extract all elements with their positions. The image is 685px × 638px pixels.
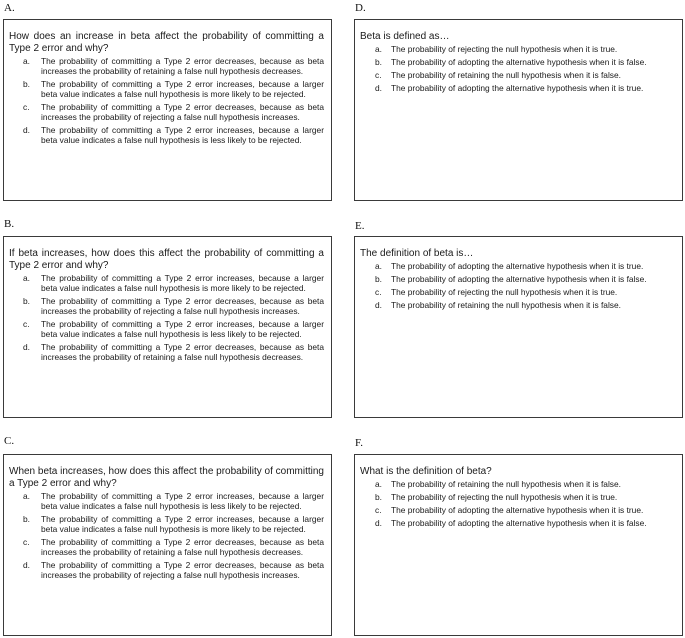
question-stem: The definition of beta is… xyxy=(360,248,474,259)
option-letter: d. xyxy=(375,83,382,94)
option-c[interactable] xyxy=(9,537,324,557)
option-c[interactable] xyxy=(9,102,324,122)
option-text: The probability of rejecting the null hypothesis when it is true. xyxy=(391,44,618,54)
option-b[interactable] xyxy=(360,57,677,67)
option-a[interactable] xyxy=(9,273,324,293)
question-stem: When beta increases, how does this affect the probability of committing a Type 2 error and why? xyxy=(9,466,324,489)
option-a[interactable] xyxy=(9,56,324,76)
option-text: The probability of adopting the alternative hypothesis when it is true. xyxy=(391,505,644,516)
option-d[interactable] xyxy=(360,300,677,310)
option-d[interactable] xyxy=(9,342,324,362)
option-text: The probability of committing a Type 2 error decreases, because as beta increases the probability of retaining a false null hypothesis decreases. xyxy=(41,537,324,558)
option-letter: d. xyxy=(375,300,382,311)
panel-b-question xyxy=(3,236,332,418)
option-d[interactable] xyxy=(9,560,324,580)
question-stem: How does an increase in beta affect the probability of committing a Type 2 error and why? xyxy=(9,31,324,54)
option-letter: b. xyxy=(375,57,382,68)
option-letter: c. xyxy=(23,537,30,547)
option-text: The probability of committing a Type 2 error increases, because a larger beta value indicates a false null hypothesis is more likely to be rejected. xyxy=(41,514,324,535)
option-letter: d. xyxy=(23,342,30,352)
panel-c-label: C. xyxy=(4,435,15,447)
option-a[interactable] xyxy=(360,261,677,271)
option-c[interactable] xyxy=(360,287,677,297)
option-letter: b. xyxy=(23,514,30,524)
option-list xyxy=(9,491,324,580)
option-text: The probability of adopting the alternative hypothesis when it is false. xyxy=(391,57,647,68)
question-stem: What is the definition of beta? xyxy=(360,466,492,477)
option-letter: d. xyxy=(23,125,30,135)
option-letter: a. xyxy=(23,56,30,66)
option-text: The probability of committing a Type 2 error decreases, because as beta increases the probability of rejecting a false null hypothesis increases. xyxy=(41,102,324,123)
panel-d-question xyxy=(354,19,683,201)
option-letter: a. xyxy=(23,273,30,283)
option-d[interactable] xyxy=(360,518,677,528)
option-text: The probability of committing a Type 2 error increases, because a larger beta value indicates a false null hypothesis is less likely to be rejected. xyxy=(41,319,324,340)
option-letter: b. xyxy=(375,274,382,285)
option-d[interactable] xyxy=(9,125,324,145)
panel-a-question xyxy=(3,19,332,201)
panel-d-label: D. xyxy=(355,2,366,14)
question-stem: If beta increases, how does this affect the probability of committing a Type 2 error and why? xyxy=(9,248,324,271)
option-text: The probability of committing a Type 2 error decreases, because as beta increases the probability of rejecting a false null hypothesis increases. xyxy=(41,296,324,317)
option-text: The probability of rejecting the null hypothesis when it is true. xyxy=(391,492,618,503)
option-text: The probability of committing a Type 2 error increases, because a larger beta value indicates a false null hypothesis is more likely to be rejected. xyxy=(41,79,324,100)
option-list xyxy=(360,261,677,310)
option-b[interactable] xyxy=(9,514,324,534)
option-list xyxy=(9,273,324,362)
option-b[interactable] xyxy=(360,274,677,284)
option-text: The probability of retaining the null hypothesis when it is false. xyxy=(391,70,621,81)
option-b[interactable] xyxy=(360,492,677,502)
panel-e-question xyxy=(354,236,683,418)
option-b[interactable] xyxy=(9,296,324,316)
option-list xyxy=(360,479,677,528)
panel-e-label: E. xyxy=(355,220,365,232)
option-text: The probability of committing a Type 2 error decreases, because as beta increases the probability of retaining a false null hypothesis decreases. xyxy=(41,56,324,77)
option-letter: a. xyxy=(23,491,30,501)
option-letter: c. xyxy=(23,319,30,329)
option-a[interactable] xyxy=(360,479,677,489)
option-d[interactable] xyxy=(360,83,677,93)
option-text: The probability of committing a Type 2 error decreases, because as beta increases the probability of rejecting a false null hypothesis increases. xyxy=(41,560,324,581)
option-a[interactable] xyxy=(360,44,677,54)
option-text: The probability of adopting the alternative hypothesis when it is true. xyxy=(391,83,644,94)
option-a[interactable] xyxy=(9,491,324,511)
option-text: The probability of committing a Type 2 error increases, because a larger beta value indicates a false null hypothesis is more likely to be rejected. xyxy=(41,273,324,294)
option-text: The probability of committing a Type 2 error increases, because a larger beta value indicates a false null hypothesis is less likely to be rejected. xyxy=(41,125,324,146)
question-stem: Beta is defined as… xyxy=(360,31,450,42)
panel-b-label: B. xyxy=(4,218,15,230)
option-text: The probability of adopting the alternative hypothesis when it is false. xyxy=(391,274,647,285)
option-letter: a. xyxy=(375,44,382,54)
option-c[interactable] xyxy=(360,505,677,515)
option-letter: c. xyxy=(375,505,382,516)
option-letter: c. xyxy=(375,70,382,81)
option-letter: d. xyxy=(375,518,382,529)
panel-a-label: A. xyxy=(4,2,15,14)
option-letter: c. xyxy=(23,102,30,112)
option-list xyxy=(360,44,677,93)
option-text: The probability of retaining the null hypothesis when it is false. xyxy=(391,479,621,489)
option-letter: d. xyxy=(23,560,30,570)
panel-c-question xyxy=(3,454,332,636)
option-letter: c. xyxy=(375,287,382,298)
option-list xyxy=(9,56,324,145)
option-c[interactable] xyxy=(9,319,324,339)
option-letter: b. xyxy=(375,492,382,503)
option-letter: a. xyxy=(375,261,382,271)
option-text: The probability of adopting the alternative hypothesis when it is false. xyxy=(391,518,647,529)
option-letter: b. xyxy=(23,296,30,306)
option-letter: b. xyxy=(23,79,30,89)
option-b[interactable] xyxy=(9,79,324,99)
panel-f-label: F. xyxy=(355,437,363,449)
option-text: The probability of committing a Type 2 error decreases, because as beta increases the probability of retaining a false null hypothesis decreases. xyxy=(41,342,324,363)
option-text: The probability of committing a Type 2 error increases, because a larger beta value indicates a false null hypothesis is less likely to be rejected. xyxy=(41,491,324,512)
option-text: The probability of adopting the alternative hypothesis when it is true. xyxy=(391,261,644,271)
option-text: The probability of rejecting the null hypothesis when it is true. xyxy=(391,287,618,298)
panel-f-question xyxy=(354,454,683,636)
option-c[interactable] xyxy=(360,70,677,80)
option-letter: a. xyxy=(375,479,382,489)
option-text: The probability of retaining the null hypothesis when it is false. xyxy=(391,300,621,311)
